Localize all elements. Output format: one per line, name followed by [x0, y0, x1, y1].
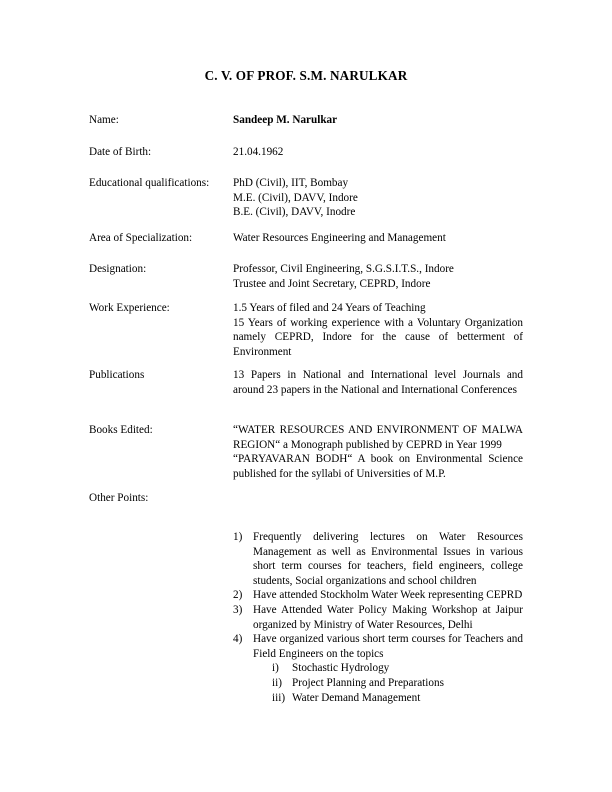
work-experience-paragraph	[233, 316, 523, 360]
other-points-list	[233, 530, 523, 705]
field-label-designation: Designation:	[89, 263, 147, 275]
sub-list-item-marker: iii)	[272, 691, 286, 704]
designation-line: Professor, Civil Engineering, S.G.S.I.T.S., Indore	[233, 263, 454, 275]
list-item-marker: 1)	[233, 531, 243, 543]
list-item-text: Frequently delivering lectures on Water Resources Management as well as Environmental Issues in various short term courses for teachers, field engineers, college students, Social organizations and school children	[253, 531, 523, 587]
list-item-text: Have attended Stockholm Water Week representing CEPRD	[253, 589, 523, 602]
designation-line: Trustee and Joint Secretary, CEPRD, Indore	[233, 277, 431, 290]
list-item	[233, 530, 523, 588]
list-item	[233, 588, 523, 603]
work-experience-line: 1.5 Years of filed and 24 Years of Teaching	[233, 302, 426, 314]
sub-list-item-text: Stochastic Hydrology	[292, 662, 390, 675]
sub-list-item	[233, 676, 523, 691]
sub-list-item-text: Project Planning and Preparations	[292, 676, 444, 689]
field-label-specialization: Area of Specialization:	[89, 232, 193, 244]
list-item-marker: 3)	[233, 603, 243, 616]
field-value-date-of-birth: 21.04.1962	[233, 146, 284, 158]
field-label-education: Educational qualifications:	[89, 177, 210, 189]
field-label-date-of-birth: Date of Birth:	[89, 146, 152, 158]
sub-list-item-text: Water Demand Management	[292, 691, 421, 704]
field-value-education	[233, 176, 523, 220]
list-item-marker: 4)	[233, 633, 243, 646]
book-entry: “PARYAVARAN BODH“ A book on Environmental Science published for the syllabi of Universities of M.P.	[233, 453, 523, 480]
sub-list-item-marker: i)	[272, 662, 279, 675]
list-item-marker: 2)	[233, 589, 243, 602]
book-entry: “WATER RESOURCES AND ENVIRONMENT OF MALWA REGION“ a Monograph published by CEPRD in Year 1999	[233, 424, 523, 451]
field-label-other-points: Other Points:	[89, 492, 149, 504]
list-item-text: Have organized various short term courses for Teachers and Field Engineers on the topics	[253, 633, 523, 660]
field-label-name: Name:	[89, 114, 119, 126]
list-item-text: Have Attended Water Policy Making Workshop at Jaipur organized by Ministry of Water Resources, Delhi	[253, 603, 523, 631]
sub-list-item	[233, 661, 523, 676]
sub-list-item	[233, 691, 523, 706]
sub-list-item-marker: ii)	[272, 676, 282, 689]
field-value-name: Sandeep M. Narulkar	[233, 114, 338, 126]
field-label-publications: Publications	[89, 369, 145, 381]
work-experience-paragraph-text: 15 Years of working experience with a Voluntary Organization namely CEPRD, Indore for the cause of betterment of Environment	[233, 316, 523, 358]
page-title: C. V. OF PROF. S.M. NARULKAR	[204, 68, 408, 83]
list-item	[233, 632, 523, 661]
field-label-work-experience: Work Experience:	[89, 302, 170, 314]
field-value-work-experience	[233, 301, 523, 359]
field-label-books-edited: Books Edited:	[89, 424, 153, 436]
education-line: PhD (Civil), IIT, Bombay	[233, 177, 349, 189]
education-line: B.E. (Civil), DAVV, Inodre	[233, 206, 356, 219]
field-value-designation	[233, 262, 523, 291]
field-value-books-edited	[233, 423, 523, 481]
list-item	[233, 603, 523, 632]
publications-paragraph-text: 13 Papers in National and International level Journals and around 23 papers in the National and International Conferences	[233, 369, 523, 396]
education-line: M.E. (Civil), DAVV, Indore	[233, 191, 358, 204]
field-value-publications	[233, 368, 523, 397]
field-value-specialization: Water Resources Engineering and Management	[233, 232, 446, 244]
